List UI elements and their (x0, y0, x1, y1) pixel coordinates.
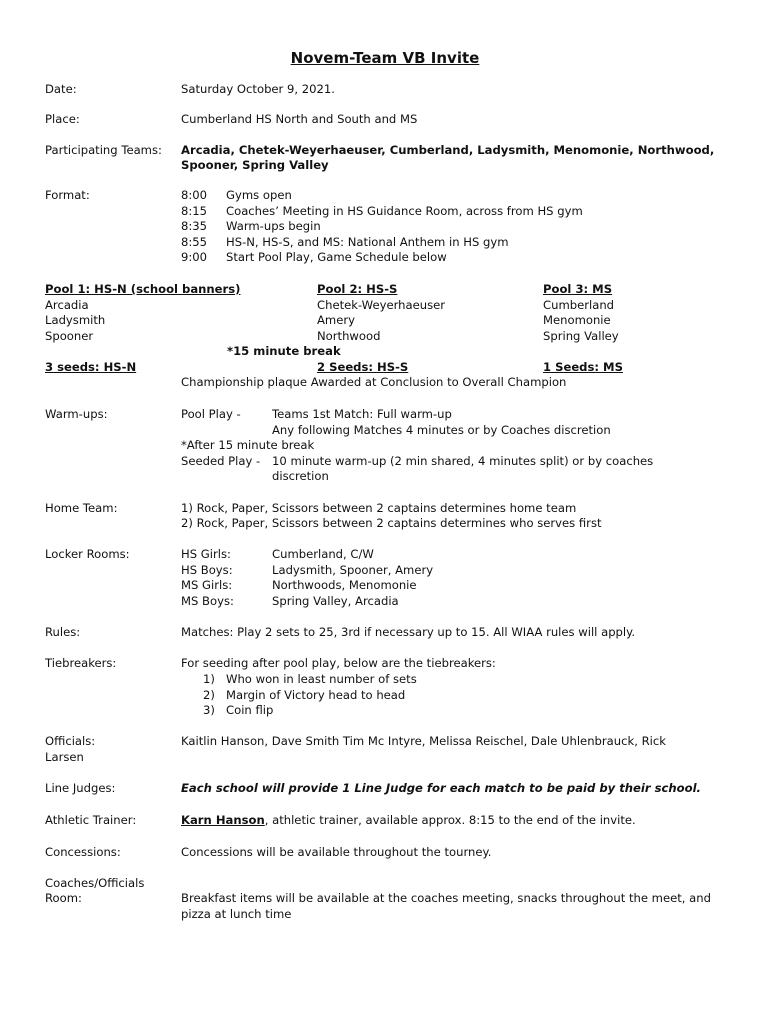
tiebreaker-number: 1) (203, 672, 215, 686)
officials-label-continued: Larsen (45, 750, 84, 764)
locker-team: Spring Valley, Arcadia (272, 593, 399, 608)
locker-group: HS Girls: (181, 547, 231, 561)
line-judges-value: Each school will provide 1 Line Judge for each match to be paid by their school. (181, 781, 701, 795)
pool-team: Ladysmith (45, 313, 106, 327)
format-time: 8:00 (181, 188, 208, 202)
format-time: 9:00 (181, 250, 208, 264)
format-event: HS-N, HS-S, and MS: National Anthem in HS gym (226, 234, 509, 249)
warmups-after-break: *After 15 minute break (181, 438, 315, 452)
format-events (226, 188, 583, 266)
locker-group: MS Boys: (181, 593, 234, 608)
format-label: Format: (45, 188, 90, 202)
locker-team: Northwoods, Menomonie (272, 578, 417, 592)
tiebreakers-intro: For seeding after pool play, below are the tiebreakers: (181, 656, 496, 670)
pool-team: Menomonie (543, 313, 611, 327)
teams-line-2: Spooner, Spring Valley (181, 158, 329, 172)
officials-value: Kaitlin Hanson, Dave Smith Tim Mc Intyre, Melissa Reischel, Dale Uhlenbrauck, Rick (181, 734, 666, 748)
break-note: *15 minute break (227, 344, 341, 358)
format-time: 8:35 (181, 219, 208, 233)
pool-team: Spooner (45, 328, 94, 343)
warmups-pool-line-2: Any following Matches 4 minutes or by Coaches discretion (272, 423, 611, 437)
officials-label: Officials: (45, 734, 96, 748)
format-event: Coaches’ Meeting in HS Guidance Room, across from HS gym (226, 203, 583, 218)
home-team-line-1: 1) Rock, Paper, Scissors between 2 captains determines home team (181, 501, 577, 515)
warmups-pool-line-1: Teams 1st Match: Full warm-up (272, 407, 452, 421)
locker-teams (272, 547, 433, 609)
date-value: Saturday October 9, 2021. (181, 82, 335, 96)
pool-1 (45, 282, 240, 344)
trainer-name: Karn Hanson (181, 813, 265, 827)
locker-team: Cumberland, C/W (272, 547, 374, 561)
pool-1-seeds: 3 seeds: HS-N (45, 360, 137, 374)
warmups-label: Warm-ups: (45, 407, 108, 421)
warmups-seeded-line-1: 10 minute warm-up (2 min shared, 4 minutes split) or by coaches (272, 454, 654, 468)
tiebreaker-item: Margin of Victory head to head (226, 687, 406, 702)
room-line-1: Breakfast items will be available at the coaches meeting, snacks throughout the meet, and (181, 891, 711, 905)
date-label: Date: (45, 82, 77, 96)
format-event: Warm-ups begin (226, 219, 321, 233)
pool-team: Cumberland (543, 297, 615, 312)
trainer-label: Athletic Trainer: (45, 813, 137, 827)
teams-line-1: Arcadia, Chetek-Weyerhaeuser, Cumberland, Ladysmith, Menomonie, Northwood, (181, 143, 715, 157)
page-title: Novem-Team VB Invite (290, 49, 480, 67)
tiebreaker-item: Who won in least number of sets (226, 672, 417, 686)
format-time: 8:55 (181, 234, 208, 249)
trainer-detail: , athletic trainer, available approx. 8:15 to the end of the invite. (264, 813, 636, 827)
tiebreaker-number: 2) (203, 687, 215, 702)
tiebreakers-label: Tiebreakers: (45, 656, 117, 670)
warmups-seeded-line-2: discretion (272, 469, 329, 483)
pool-team: Arcadia (45, 297, 89, 312)
pool-team: Amery (317, 313, 355, 327)
pool-team: Chetek-Weyerhaeuser (317, 297, 446, 312)
pool-3-title: Pool 3: MS (543, 282, 613, 296)
format-time: 8:15 (181, 203, 208, 218)
room-label-line-2: Room: (45, 891, 82, 905)
teams-label: Participating Teams: (45, 143, 162, 157)
pool-1-title: Pool 1: HS-N (school banners) (45, 282, 241, 296)
pool-2-title: Pool 2: HS-S (317, 282, 398, 296)
locker-groups (181, 547, 234, 609)
rules-label: Rules: (45, 625, 81, 639)
home-team-label: Home Team: (45, 501, 118, 515)
room-label-line-1: Coaches/Officials (45, 876, 145, 890)
concessions-value: Concessions will be available throughout the tourney. (181, 845, 492, 859)
format-times (181, 188, 207, 266)
locker-rooms-label: Locker Rooms: (45, 547, 130, 561)
warmups-pool-label: Pool Play - (181, 407, 241, 421)
pool-3 (543, 282, 619, 344)
room-line-2: pizza at lunch time (181, 907, 292, 921)
pool-team: Northwood (317, 328, 381, 343)
place-label: Place: (45, 112, 80, 126)
pool-team: Spring Valley (543, 328, 619, 343)
line-judges-label: Line Judges: (45, 781, 116, 795)
home-team-line-2: 2) Rock, Paper, Scissors between 2 captains determines who serves first (181, 516, 602, 530)
pool-2 (317, 282, 445, 344)
format-event: Gyms open (226, 188, 292, 202)
trainer-value (181, 813, 636, 829)
rules-value: Matches: Play 2 sets to 25, 3rd if necessary up to 15. All WIAA rules will apply. (181, 625, 636, 639)
plaque-note: Championship plaque Awarded at Conclusion to Overall Champion (181, 375, 567, 389)
place-value: Cumberland HS North and South and MS (181, 112, 418, 126)
locker-group: HS Boys: (181, 562, 233, 577)
pool-2-seeds: 2 Seeds: HS-S (317, 360, 409, 374)
locker-team: Ladysmith, Spooner, Amery (272, 562, 434, 577)
tiebreaker-numbers (203, 672, 215, 719)
tiebreaker-items (226, 672, 417, 719)
concessions-label: Concessions: (45, 845, 121, 859)
pool-3-seeds: 1 Seeds: MS (543, 360, 623, 374)
tiebreaker-number: 3) (203, 703, 215, 717)
tiebreaker-item: Coin flip (226, 703, 274, 717)
warmups-seeded-label: Seeded Play - (181, 454, 261, 468)
locker-group: MS Girls: (181, 578, 233, 592)
format-event: Start Pool Play, Game Schedule below (226, 250, 447, 264)
